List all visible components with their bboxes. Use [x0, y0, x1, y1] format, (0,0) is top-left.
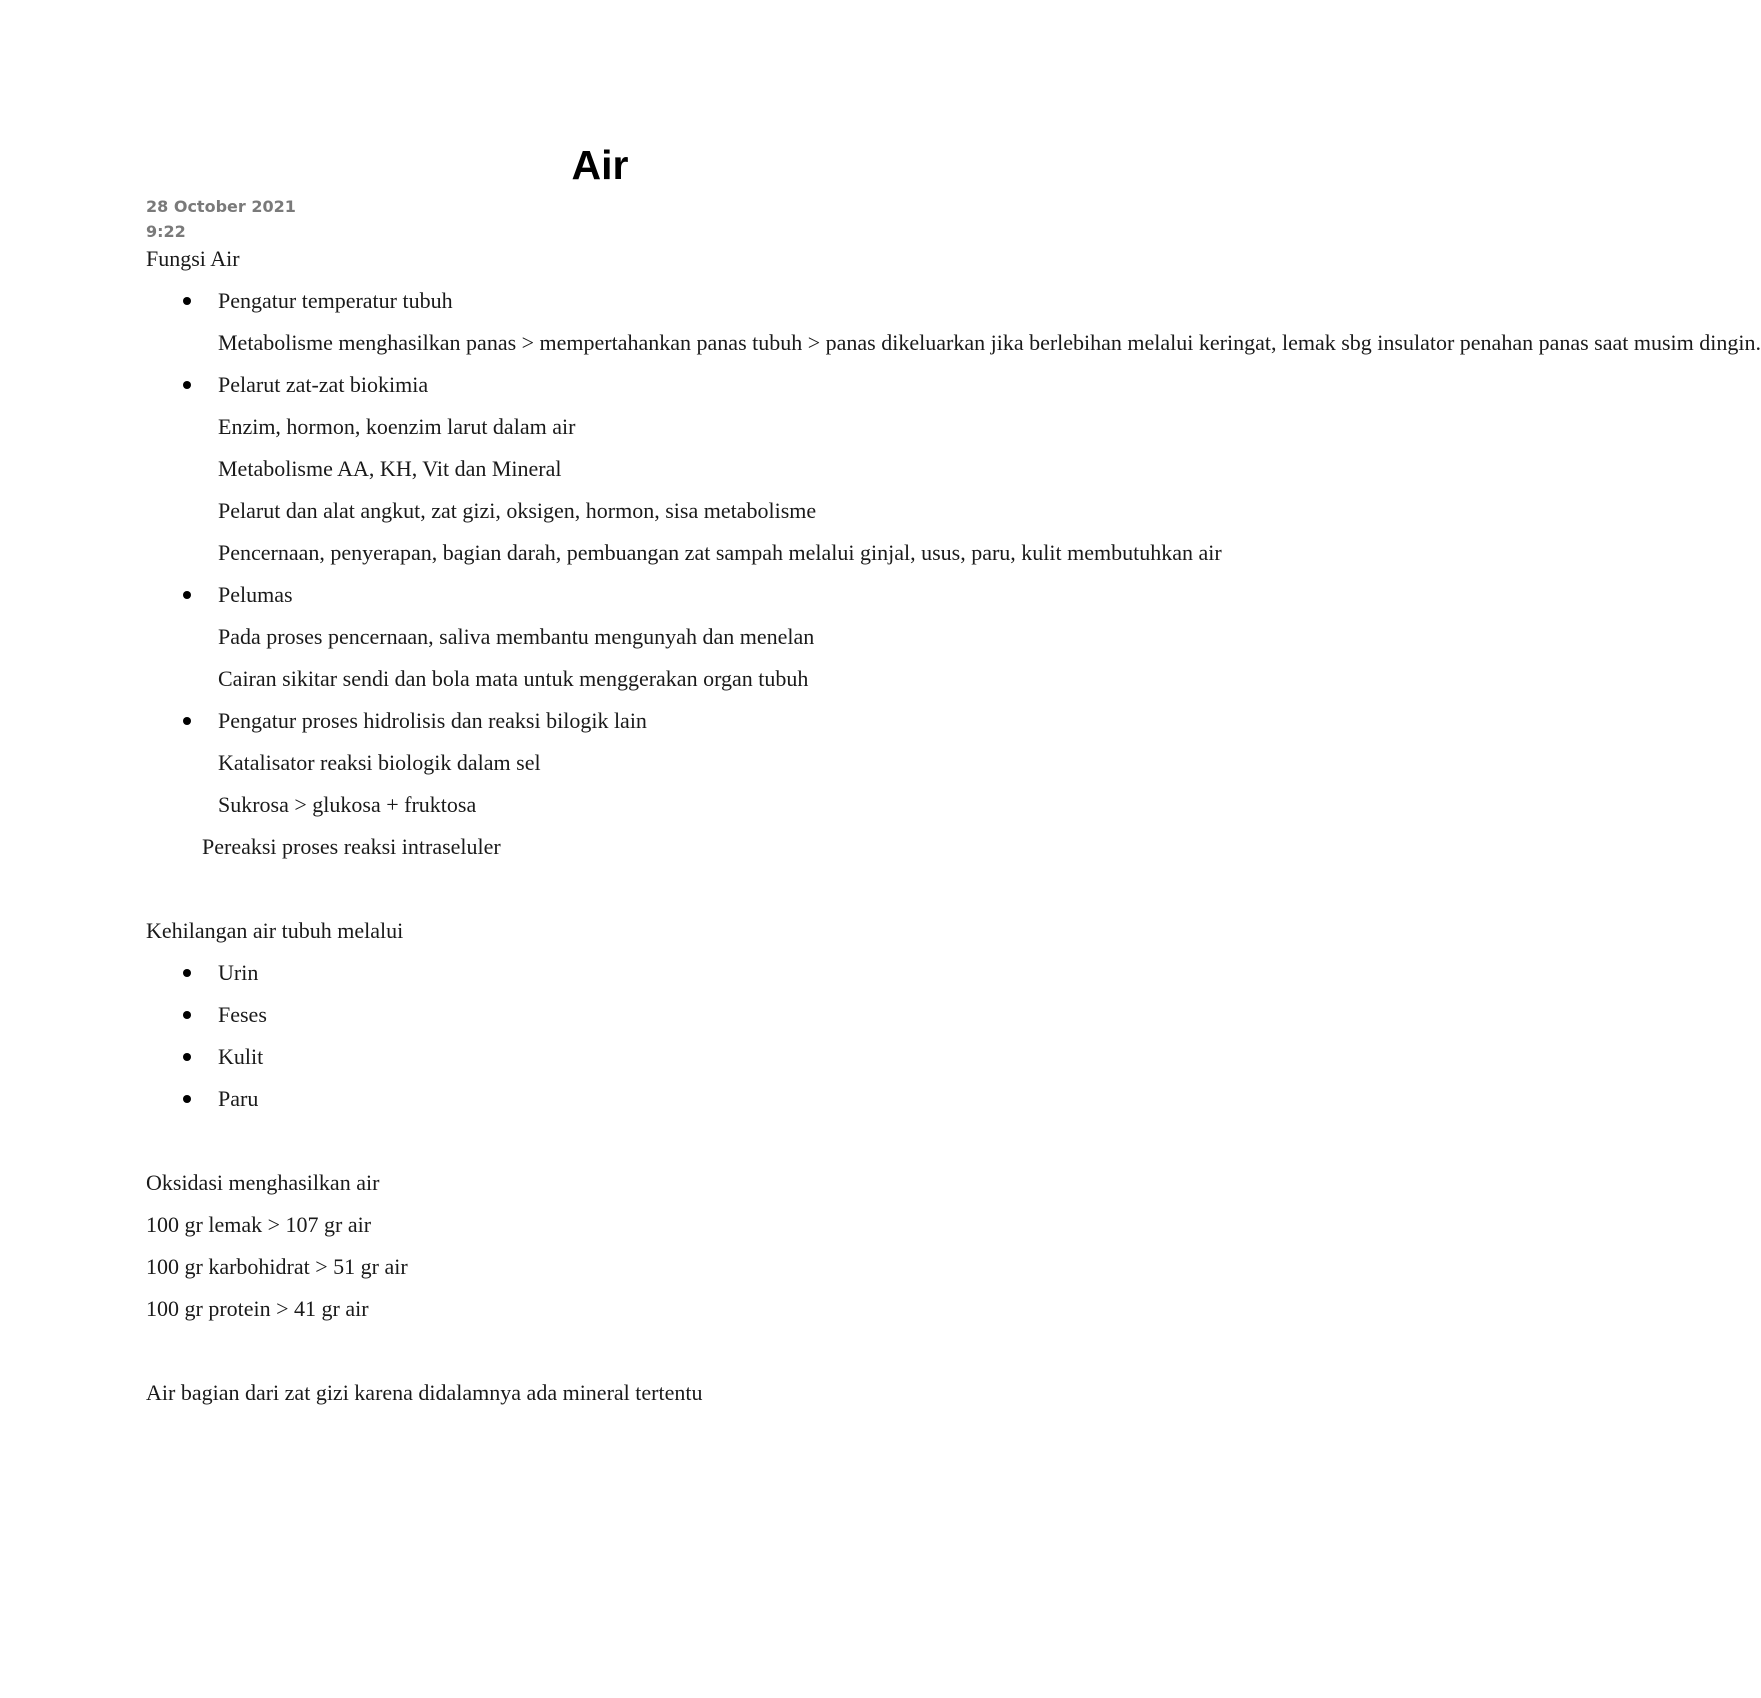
bullet-icon — [183, 381, 191, 389]
section-heading-kehilangan: Kehilangan air tubuh melalui — [146, 918, 404, 943]
oksidasi-line: 100 gr lemak > 107 gr air — [146, 1212, 372, 1237]
page-title: Air — [571, 142, 629, 188]
closing-line: Air bagian dari zat gizi karena didalamnya ada mineral tertentu — [146, 1380, 703, 1405]
list-item-label: Kulit — [218, 1044, 264, 1069]
spacer — [146, 1330, 1060, 1372]
list-item-label: Urin — [218, 960, 259, 985]
bullet-icon — [183, 969, 191, 977]
list-item — [218, 364, 1222, 574]
bullet-icon — [183, 1011, 191, 1019]
list-item-detail: Enzim, hormon, koenzim larut dalam air — [218, 414, 576, 439]
note-metadata — [146, 194, 296, 244]
list-item — [218, 1036, 1060, 1078]
list-item — [218, 280, 1761, 364]
list-item-label: Paru — [218, 1086, 259, 1111]
note-body — [146, 238, 1761, 1414]
list-item-detail: Pencernaan, penyerapan, bagian darah, pembuangan zat sampah melalui ginjal, usus, paru, kulit membutuhkan air — [218, 540, 1222, 565]
note-time: 9:22 — [146, 222, 186, 241]
list-item-detail: Cairan sikitar sendi dan bola mata untuk menggerakan organ tubuh — [218, 666, 809, 691]
list-item-label: Pelumas — [218, 582, 293, 607]
list-item-label: Pengatur temperatur tubuh — [218, 288, 453, 313]
section-heading-fungsi: Fungsi Air — [146, 246, 240, 271]
list-item-detail: Katalisator reaksi biologik dalam sel — [218, 750, 541, 775]
list-item-detail: Sukrosa > glukosa + fruktosa — [218, 792, 477, 817]
list-item-detail: Metabolisme menghasilkan panas > mempertahankan panas tubuh > panas dikeluarkan jika berlebihan melalui keringat, lemak sbg insulator penahan panas saat musim dingin. — [218, 330, 1761, 355]
list-item-detail: Pada proses pencernaan, saliva membantu mengunyah dan menelan — [218, 624, 815, 649]
note-date: 28 October 2021 — [146, 197, 296, 216]
bullet-icon — [183, 717, 191, 725]
section-heading-oksidasi: Oksidasi menghasilkan air — [146, 1170, 380, 1195]
kehilangan-list — [146, 952, 1060, 1120]
list-item — [218, 700, 1060, 826]
bullet-icon — [183, 1095, 191, 1103]
list-item — [218, 952, 1060, 994]
bullet-icon — [183, 297, 191, 305]
fungsi-list — [146, 280, 1761, 826]
list-item — [218, 994, 1060, 1036]
trailing-line: Pereaksi proses reaksi intraseluler — [202, 834, 501, 859]
list-item — [218, 1078, 1060, 1120]
bullet-icon — [183, 1053, 191, 1061]
spacer — [146, 868, 1060, 910]
oksidasi-line: 100 gr karbohidrat > 51 gr air — [146, 1254, 408, 1279]
bullet-icon — [183, 591, 191, 599]
list-item — [218, 574, 1060, 700]
list-item-detail: Pelarut dan alat angkut, zat gizi, oksigen, hormon, sisa metabolisme — [218, 498, 817, 523]
list-item-label: Pelarut zat-zat biokimia — [218, 372, 429, 397]
oksidasi-line: 100 gr protein > 41 gr air — [146, 1296, 369, 1321]
spacer — [146, 1120, 1060, 1162]
list-item-label: Pengatur proses hidrolisis dan reaksi bilogik lain — [218, 708, 647, 733]
list-item-detail: Metabolisme AA, KH, Vit dan Mineral — [218, 456, 562, 481]
list-item-label: Feses — [218, 1002, 267, 1027]
